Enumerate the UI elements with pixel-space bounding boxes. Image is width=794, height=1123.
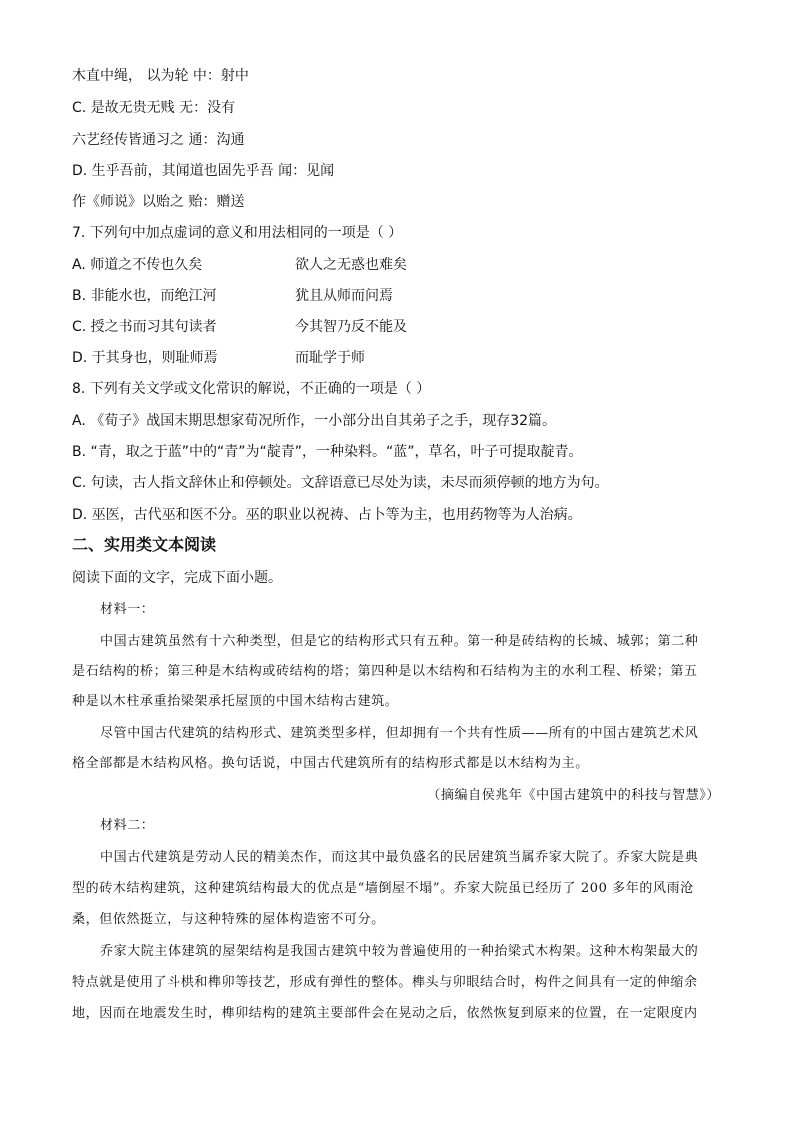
material-1-line: 中国古建筑虽然有十六种类型，但是它的结构形式只有五种。第一种是砖结构的长城、城郭；第二种 (100, 634, 699, 649)
material-1-line: 格全部都是木结构风格。换句话说，中国古代建筑所有的结构形式都是以木结构为主。 (72, 756, 589, 771)
section-heading: 二、实用类文本阅读 (72, 535, 217, 554)
material-2-line: 地，因而在地震发生时，榫卯结构的建筑主要部件会在晃动之后，依然恢复到原来的位置，在一定限度内 (72, 1006, 698, 1021)
option-b-left: B. 非能水也，而绝江河 (72, 288, 217, 304)
material-1-source: （摘编自侯兆年《中国古建筑中的科技与智慧》） (427, 788, 720, 803)
material-1-line: 尽管中国古代建筑的结构形式、建筑类型多样，但却拥有一个共有性质——所有的中国古建筑艺术风 (100, 726, 699, 741)
question-7-stem: 7. 下列句中加点虚词的意义和用法相同的一项是（ ） (72, 225, 403, 241)
option-c-line: C. 是故无贵无贱 无：没有 (72, 100, 236, 116)
question-8-option-c[interactable]: C. 句读，古人指文辞休止和停顿处。文辞语意已尽处为读，未尽而须停顿的地方为句。 (72, 475, 609, 491)
text-line: 作《师说》以贻之 贻：赠送 (72, 194, 245, 210)
material-2-line: 中国古代建筑是劳动人民的精美杰作，而这其中最负盛名的民居建筑当属乔家大院了。乔家大院是典 (100, 850, 699, 865)
reading-instruction: 阅读下面的文字，完成下面小题。 (72, 570, 282, 586)
question-7-option-a[interactable] (72, 255, 732, 275)
option-a-right: 欲人之无惑也难矣 (295, 257, 407, 273)
material-2-line: 特点就是使用了斗栱和榫卯等技艺，形成有弹性的整体。榫头与卯眼结合时，构件之间具有一定的伸缩余 (72, 975, 698, 990)
option-c-left: C. 授之书而习其句读者 (72, 319, 217, 335)
option-b-right: 犹且从师而问焉 (295, 288, 393, 304)
option-d-right: 而耻学于师 (295, 350, 365, 366)
material-1-title: 材料一： (100, 602, 155, 617)
option-d-left: D. 于其身也，则耻师焉 (72, 350, 218, 366)
material-2-line: 型的砖木结构建筑，这种建筑结构最大的优点是“墙倒屋不塌”。乔家大院虽已经历了 200 多年的风雨沧 (72, 881, 694, 896)
question-7-option-b[interactable] (72, 286, 732, 306)
material-2-title: 材料二： (100, 818, 155, 833)
option-c-right: 今其智乃反不能及 (295, 319, 407, 335)
text-line: 木直中绳， 以为轮 中：射中 (72, 68, 249, 84)
material-2-line: 乔家大院主体建筑的屋架结构是我国古建筑中较为普遍使用的一种抬梁式木构架。这种木构架最大的 (100, 944, 699, 959)
option-a-left: A. 师道之不传也久矣 (72, 257, 203, 273)
material-1-line: 种是以木柱承重抬梁架承托屋顶的中国木结构古建筑。 (72, 694, 399, 709)
text-line: 六艺经传皆通习之 通：沟通 (72, 132, 245, 148)
material-2-line: 桑，但依然挺立，与这种特殊的屋体构造密不可分。 (72, 912, 385, 927)
question-7-option-d[interactable] (72, 348, 732, 368)
question-8-option-a[interactable]: A. 《荀子》战国末期思想家荀况所作，一小部分出自其弟子之手，现存32篇。 (72, 413, 557, 429)
question-8-option-d[interactable]: D. 巫医，古代巫和医不分。巫的职业以祝祷、占卜等为主，也用药物等为人治病。 (72, 507, 582, 523)
question-7-option-c[interactable] (72, 317, 732, 337)
question-8-option-b[interactable]: B. “青，取之于蓝”中的“青”为“靛青”，一种染料。“蓝”，草名，叶子可提取靛青。 (72, 444, 583, 460)
question-8-stem: 8. 下列有关文学或文化常识的解说，不正确的一项是（ ） (72, 381, 431, 397)
option-d-line: D. 生乎吾前，其闻道也固先乎吾 闻：见闻 (72, 163, 335, 179)
material-1-line: 是石结构的桥；第三种是木结构或砖结构的塔；第四种是以木结构和石结构为主的水利工程、桥梁；第五 (72, 664, 698, 679)
